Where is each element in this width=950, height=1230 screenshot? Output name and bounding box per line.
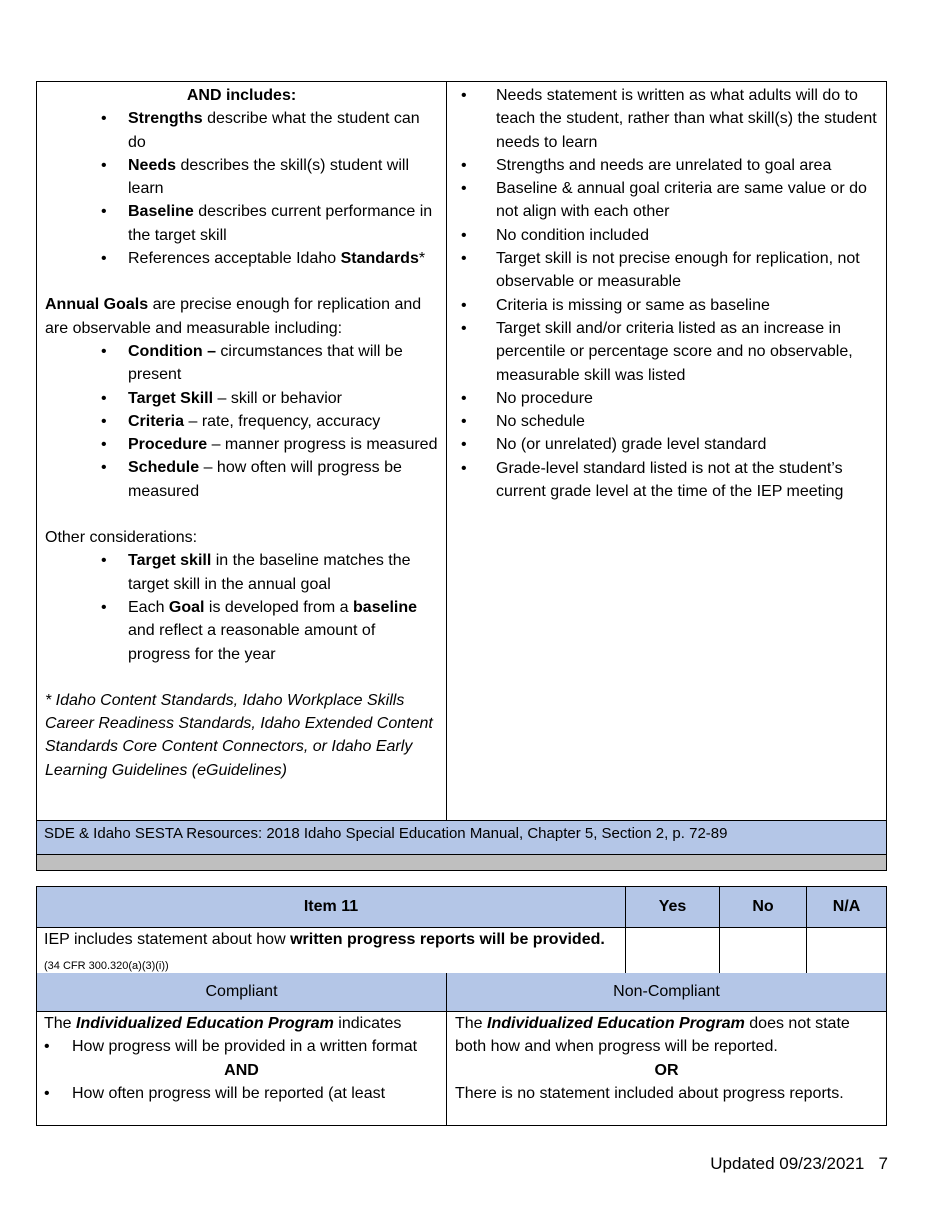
list-item: • Baseline & annual goal criteria are same value or do not align with each other <box>430 177 881 224</box>
compliant-criteria-cell <box>37 82 447 820</box>
gray-separator-row <box>37 854 886 870</box>
page-number: 7 <box>878 1154 888 1173</box>
yes-column-header: Yes <box>658 898 687 916</box>
resources-row: SDE & Idaho SESTA Resources: 2018 Idaho Special Education Manual, Chapter 5, Section 2, p. 72-89 <box>37 820 886 854</box>
na-column-header: N/A <box>832 898 861 916</box>
list-item: • How often progress will be reported (at least <box>44 1082 439 1105</box>
list-item: • Baseline describes current performance in the target skill <box>45 200 438 247</box>
noncompliant-content: The Individualized Education Program does not state both how and when progress will be reported. OR There is no statement included about progress reports. <box>447 1011 886 1125</box>
compliant-list <box>44 1035 439 1058</box>
compliant-header: Compliant <box>205 983 278 1001</box>
list-item: • Needs statement is written as what adults will do to teach the student, rather than what skill(s) the student needs to learn <box>430 84 881 154</box>
compliant-content: The Individualized Education Program indicates • How progress will be provided in a written format AND • How often progress will be reported (at least <box>37 1011 447 1125</box>
and-connector: AND <box>224 1061 259 1079</box>
noncompliant-list <box>430 84 881 503</box>
criteria-table <box>36 81 887 871</box>
list-item: • References acceptable Idaho Standards* <box>45 247 438 270</box>
compliance-content-row <box>37 1011 886 1125</box>
na-checkbox-cell[interactable] <box>807 927 886 973</box>
list-item: • No (or unrelated) grade level standard <box>430 433 881 456</box>
or-connector: OR <box>654 1061 679 1079</box>
item11-title: Item 11 <box>303 898 359 916</box>
list-item: • Needs describes the skill(s) student will learn <box>45 154 438 201</box>
list-item: • Strengths describe what the student can do <box>45 107 438 154</box>
other-considerations-heading: Other considerations: <box>45 529 198 547</box>
list-item: • Criteria – rate, frequency, accuracy <box>45 410 438 433</box>
list-item: • Target Skill – skill or behavior <box>45 387 438 410</box>
includes-list <box>45 107 438 270</box>
list-item: • Criteria is missing or same as baseline <box>430 294 881 317</box>
list-item: • No condition included <box>430 224 881 247</box>
no-column-header: No <box>752 898 774 916</box>
noncompliant-header: Non-Compliant <box>613 983 720 1001</box>
other-considerations-list <box>45 549 438 665</box>
and-includes-heading: AND includes: <box>186 87 297 104</box>
item11-header-row <box>37 887 886 928</box>
list-item: • Grade-level standard listed is not at the student’s current grade level at the time of the IEP meeting <box>430 457 881 504</box>
list-item: • Condition – circumstances that will be present <box>45 340 438 387</box>
list-item: • Strengths and needs are unrelated to goal area <box>430 154 881 177</box>
page-footer <box>710 1152 888 1175</box>
no-statement-text: There is no statement included about progress reports. <box>455 1084 844 1102</box>
list-item: • Target skill is not precise enough for replication, not observable or measurable <box>430 247 881 294</box>
item11-statement: IEP includes statement about how written progress reports will be provided. (34 CFR 300.320(a)(3)(i)) <box>37 927 626 973</box>
yes-checkbox-cell[interactable] <box>626 927 720 973</box>
noncompliant-criteria-cell <box>447 82 887 820</box>
list-item: • No procedure <box>430 387 881 410</box>
list-item: • Each Goal is developed from a baseline and reflect a reasonable amount of progress for the year <box>45 596 438 666</box>
compliance-header-row <box>37 973 886 1012</box>
list-item: • Target skill and/or criteria listed as an increase in percentile or percentage score and no observable, measurable skill was listed <box>430 317 881 387</box>
list-item: • Procedure – manner progress is measured <box>45 433 438 456</box>
no-checkbox-cell[interactable] <box>720 927 807 973</box>
list-item: • No schedule <box>430 410 881 433</box>
list-item: • How progress will be provided in a written format <box>44 1035 439 1058</box>
goal-parts-list <box>45 340 438 503</box>
item11-statement-row <box>37 927 886 974</box>
updated-date: Updated 09/23/2021 <box>710 1154 865 1173</box>
annual-goals-paragraph: Annual Goals are precise enough for replication and are observable and measurable including: <box>45 296 422 337</box>
list-item: • Schedule – how often will progress be measured <box>45 456 438 503</box>
item11-table <box>36 886 887 1126</box>
list-item: • Target skill in the baseline matches the target skill in the annual goal <box>45 549 438 596</box>
standards-footnote: * Idaho Content Standards, Idaho Workplace Skills Career Readiness Standards, Idaho Extended Content Standards Core Content Connectors, or Idaho Early Learning Guidelines (eGuidelines) <box>45 691 433 779</box>
